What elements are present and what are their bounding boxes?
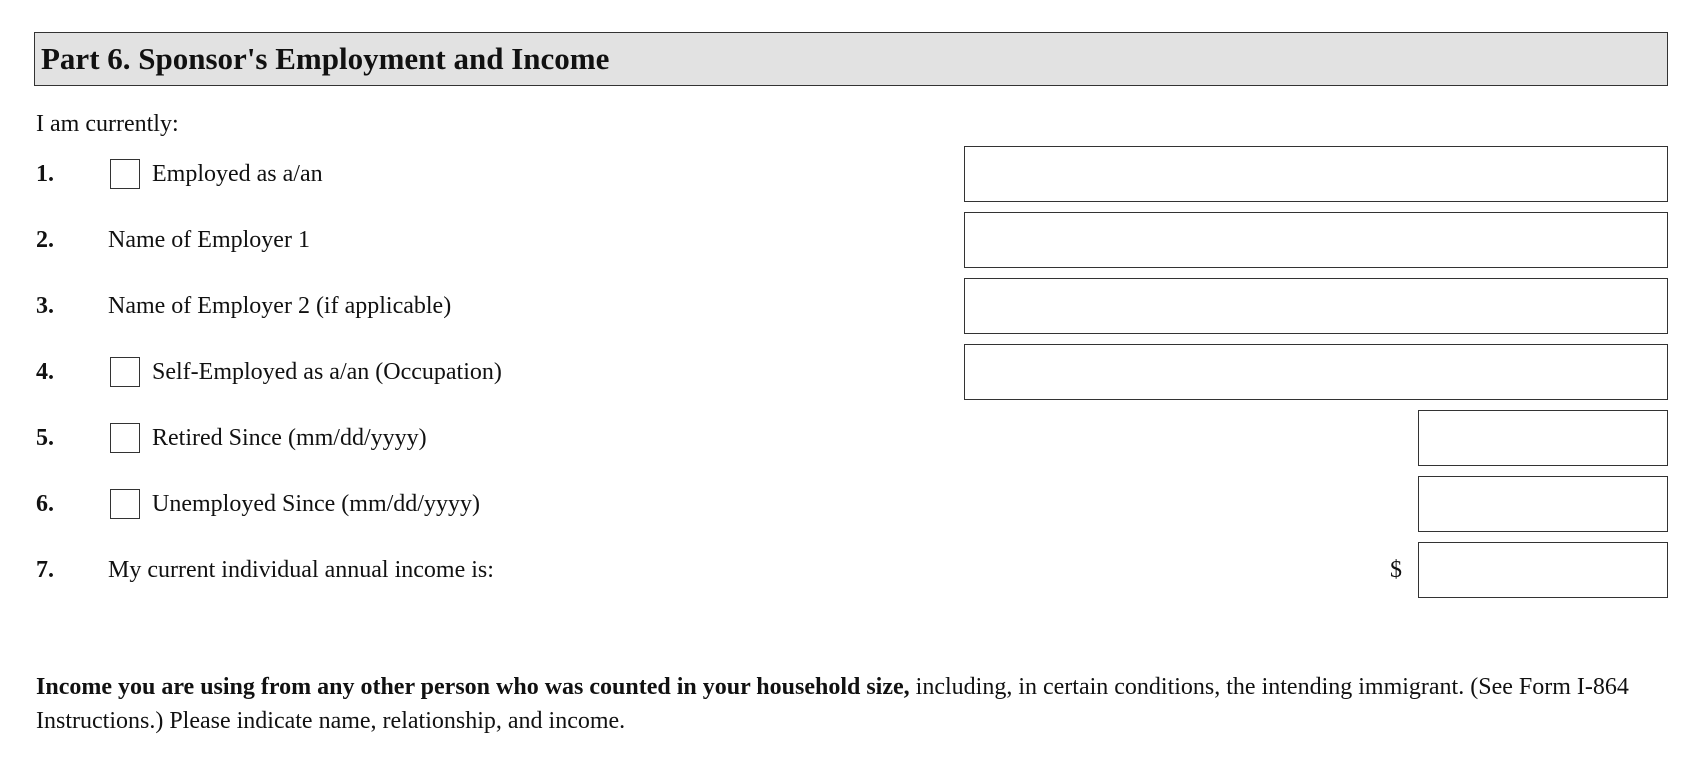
household-income-note [36, 670, 1666, 738]
employed-label: Employed as a/an [152, 161, 323, 187]
item-employer-2 [0, 278, 1707, 334]
dollar-sign: $ [1390, 557, 1402, 583]
note-bold-text: Income you are using from any other person who was counted in your household size, [36, 674, 910, 700]
unemployed-date-field[interactable] [1418, 476, 1668, 532]
self-employed-checkbox[interactable] [110, 357, 140, 387]
item-employer-1 [0, 212, 1707, 268]
item-number: 7. [36, 557, 54, 583]
item-number: 2. [36, 227, 54, 253]
retired-checkbox[interactable] [110, 423, 140, 453]
retired-label: Retired Since (mm/dd/yyyy) [152, 425, 427, 451]
item-employed [0, 146, 1707, 202]
item-unemployed [0, 476, 1707, 532]
item-retired [0, 410, 1707, 466]
unemployed-label: Unemployed Since (mm/dd/yyyy) [152, 491, 480, 517]
item-number: 5. [36, 425, 54, 451]
employer-2-field[interactable] [964, 278, 1668, 334]
employer-1-label: Name of Employer 1 [108, 227, 310, 253]
section-header [34, 32, 1668, 86]
retired-date-field[interactable] [1418, 410, 1668, 466]
occupation-field[interactable] [964, 146, 1668, 202]
section-title: Part 6. Sponsor's Employment and Income [41, 41, 610, 76]
item-number: 6. [36, 491, 54, 517]
item-self-employed [0, 344, 1707, 400]
item-annual-income [0, 542, 1707, 598]
employed-checkbox[interactable] [110, 159, 140, 189]
employer-2-label: Name of Employer 2 (if applicable) [108, 293, 452, 319]
self-employed-occupation-field[interactable] [964, 344, 1668, 400]
employer-1-field[interactable] [964, 212, 1668, 268]
annual-income-field[interactable] [1418, 542, 1668, 598]
intro-text: I am currently: [36, 111, 179, 137]
note-text: including, in certain conditions, the intending immigrant. (See Form I-864 Instructions.) Please indicate name, relationship, and income. [36, 674, 1629, 734]
unemployed-checkbox[interactable] [110, 489, 140, 519]
item-number: 3. [36, 293, 54, 319]
item-number: 4. [36, 359, 54, 385]
item-number: 1. [36, 161, 54, 187]
self-employed-label: Self-Employed as a/an (Occupation) [152, 359, 502, 385]
annual-income-label: My current individual annual income is: [108, 557, 494, 583]
